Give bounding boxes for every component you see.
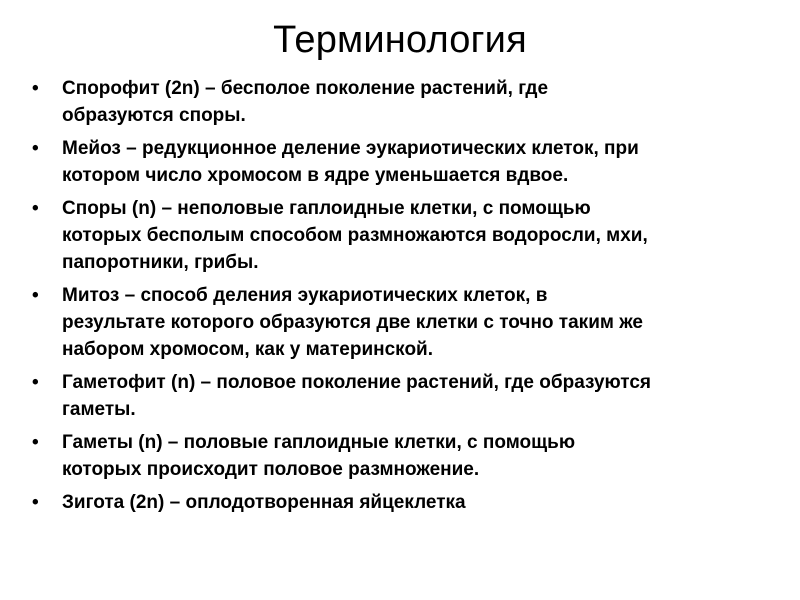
- term-text-line: набором хромосом, как у материнской.: [62, 339, 434, 360]
- term-text-line: которых происходит половое размножение.: [62, 459, 480, 480]
- term-list: [30, 75, 780, 522]
- bullet-icon: •: [32, 492, 39, 513]
- term-text-line: котором число хромосом в ядре уменьшается вдвое.: [62, 165, 569, 186]
- term-text-line: результате которого образуются две клетки с точно таким же: [62, 312, 643, 333]
- term-text-line: Зигота (2n) – оплодотворенная яйцеклетка: [62, 492, 466, 513]
- bullet-icon: •: [32, 432, 39, 453]
- term-item-sporophyte: [30, 75, 780, 129]
- term-text-line: Мейоз – редукционное деление эукариотических клеток, при: [62, 138, 639, 159]
- bullet-icon: •: [32, 78, 39, 99]
- bullet-icon: •: [32, 198, 39, 219]
- term-item-zygote: [30, 489, 780, 516]
- term-item-mitosis: [30, 282, 780, 363]
- term-text-line: Спорофит (2n) – бесполое поколение растений, где: [62, 78, 549, 99]
- bullet-icon: •: [32, 138, 39, 159]
- term-item-meiosis: [30, 135, 780, 189]
- term-text-line: Гаметофит (n) – половое поколение растений, где образуются: [62, 372, 652, 393]
- term-item-gametes: [30, 429, 780, 483]
- term-text-line: образуются споры.: [62, 105, 246, 126]
- bullet-icon: •: [32, 285, 39, 306]
- term-text-line: гаметы.: [62, 399, 136, 420]
- term-text-line: Митоз – способ деления эукариотических клеток, в: [62, 285, 548, 306]
- term-text-line: Гаметы (n) – половые гаплоидные клетки, с помощью: [62, 432, 576, 453]
- term-text-line: которых бесполым способом размножаются водоросли, мхи,: [62, 225, 648, 246]
- slide-title: Терминология: [273, 19, 527, 61]
- bullet-icon: •: [32, 372, 39, 393]
- term-text-line: Споры (n) – неполовые гаплоидные клетки, с помощью: [62, 198, 591, 219]
- term-text-line: папоротники, грибы.: [62, 252, 259, 273]
- term-item-gametophyte: [30, 369, 780, 423]
- term-item-spores: [30, 195, 780, 276]
